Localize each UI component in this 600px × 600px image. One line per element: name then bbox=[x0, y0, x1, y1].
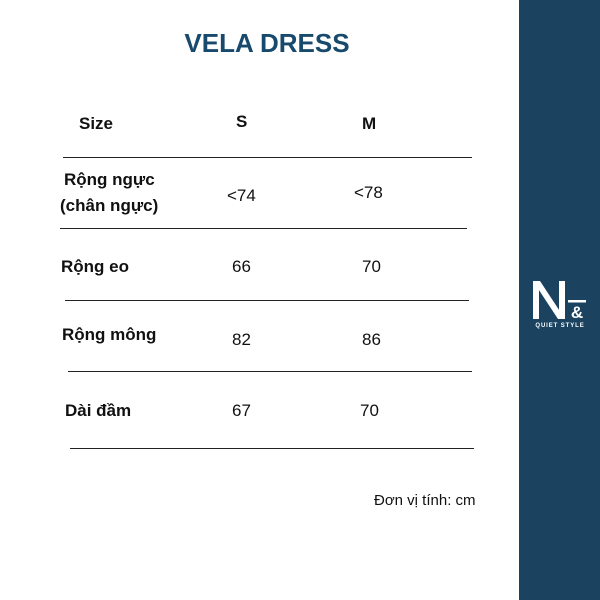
value-s: 82 bbox=[232, 330, 251, 349]
unit-note: Đơn vị tính: cm bbox=[374, 492, 476, 509]
value-m: 70 bbox=[362, 257, 381, 276]
row-divider bbox=[63, 157, 472, 158]
value-m: 86 bbox=[362, 330, 381, 349]
row-label-sub: (chân ngực) bbox=[60, 196, 159, 215]
header-s: S bbox=[236, 112, 248, 131]
header-m: M bbox=[362, 114, 377, 133]
brand-tagline: QUIET STYLE bbox=[535, 323, 585, 329]
row-label: Rộng ngực bbox=[64, 170, 155, 189]
row-label: Rộng eo bbox=[61, 257, 129, 276]
value-s: <74 bbox=[227, 186, 256, 205]
value-s: 66 bbox=[232, 257, 251, 276]
row-label: Dài đầm bbox=[65, 401, 132, 420]
brand-logo bbox=[532, 280, 588, 336]
row-divider bbox=[60, 228, 467, 229]
row-divider bbox=[70, 448, 474, 449]
logo-mark-icon bbox=[532, 280, 588, 320]
page-title: VELA DRESS bbox=[184, 28, 350, 58]
brand-sidebar bbox=[519, 0, 600, 600]
row-divider bbox=[65, 300, 469, 301]
value-m: 70 bbox=[360, 401, 379, 420]
row-label: Rộng mông bbox=[62, 325, 157, 344]
row-divider bbox=[68, 371, 472, 372]
value-s: 67 bbox=[232, 401, 251, 420]
svg-text:&: & bbox=[570, 303, 584, 320]
header-size: Size bbox=[79, 114, 114, 133]
value-m: <78 bbox=[354, 183, 383, 202]
